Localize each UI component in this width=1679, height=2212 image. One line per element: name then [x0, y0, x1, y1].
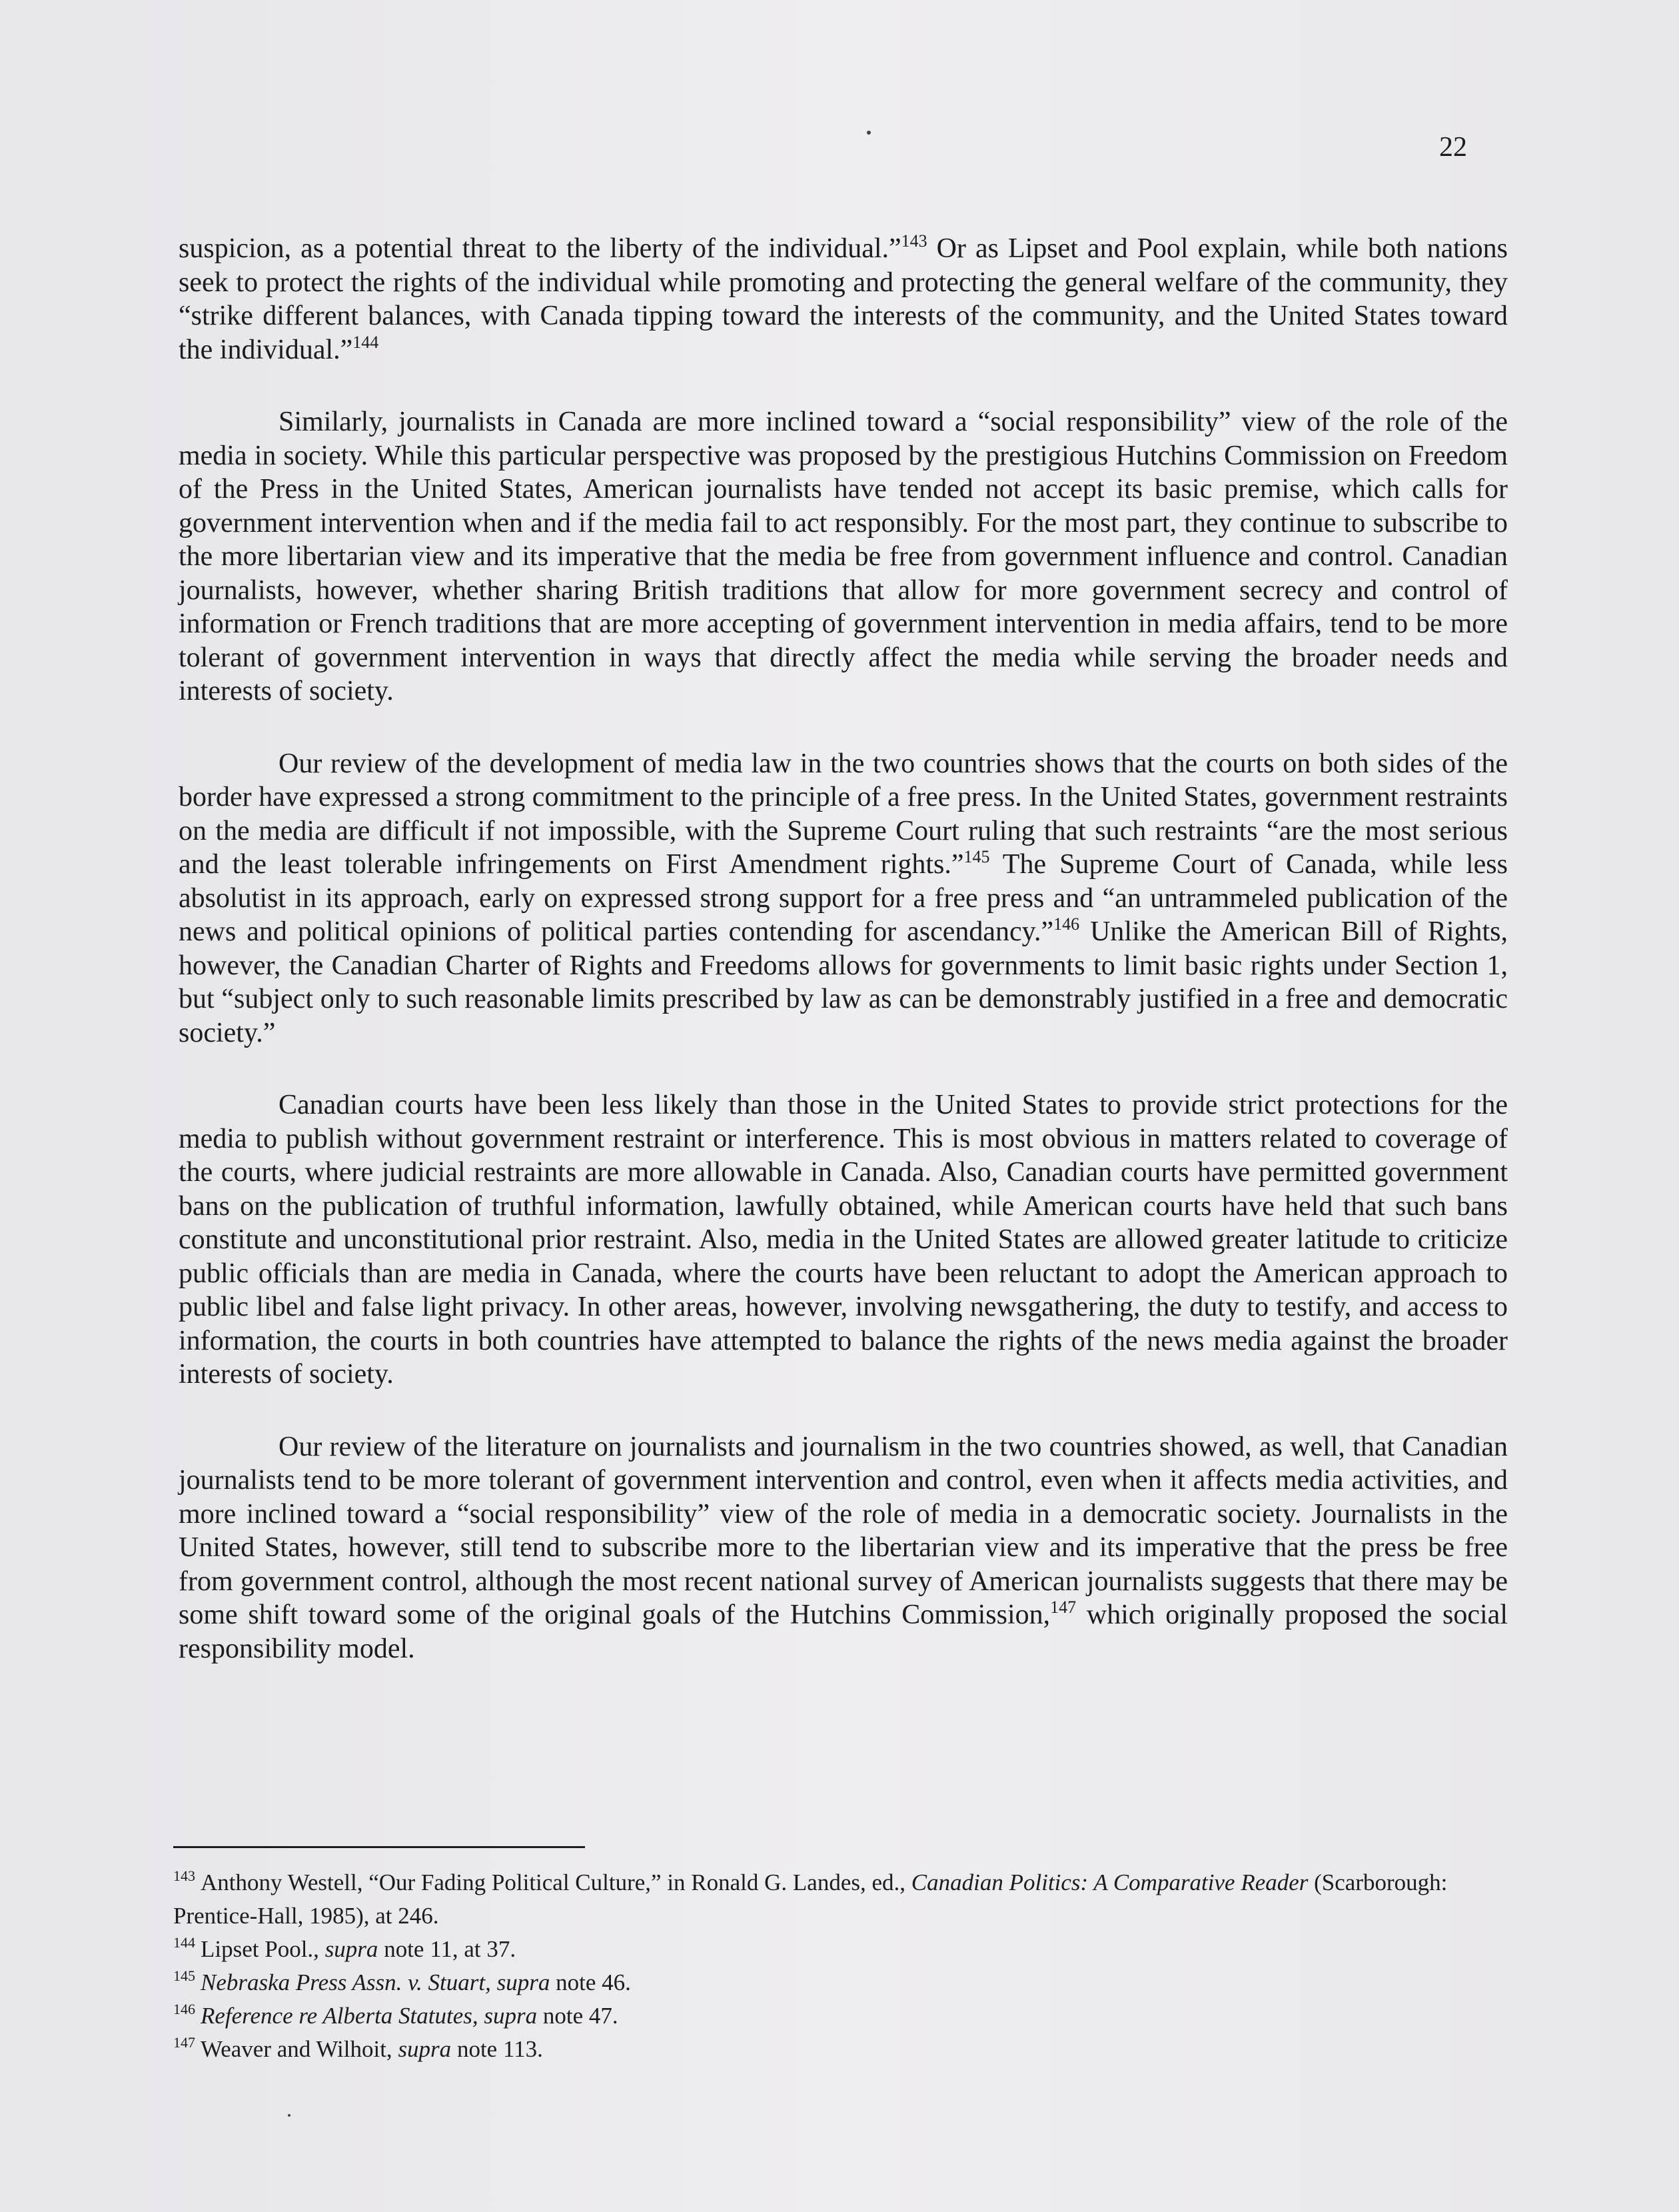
- footnote-reference: 146: [1053, 914, 1080, 934]
- body-text: [179, 232, 1508, 1704]
- text-run: Anthony Westell, “Our Fading Political Culture,” in Ronald G. Landes, ed.,: [201, 1869, 911, 1895]
- paragraph: [179, 747, 1508, 1050]
- text-run: Our review of the literature on journalists and journalism in the two countries showed, as well, that Canadian journalists tend to be more tolerant of government intervention and control, even when it affects media activities, and more inclined toward a “social responsibility” view of the role of media in a democratic society. Journalists in the United States, however, still tend to subscribe more to the libertarian view and its imperative that the press be free from government control, although the most recent national survey of American journalists suggests that there may be some shift toward some of the original goals of the Hutchins Commission,: [179, 1431, 1508, 1630]
- footnote: [173, 1866, 1506, 1933]
- text-run: (Scarborough: Prentice-Hall, 1985), at 246.: [173, 1869, 1448, 1929]
- italic-text: supra: [398, 2036, 452, 2062]
- text-run: note 47.: [537, 2003, 618, 2029]
- text-run: note 46.: [550, 1969, 631, 1995]
- footnote: [173, 1999, 1506, 2033]
- text-run: Unlike the American Bill of Rights, however, the Canadian Charter of Rights and Freedoms allows for governments to limit basic rights under Section 1, but “subject only to such reasonable limits prescribed by law as can be demonstrably justified in a free and democratic society.”: [179, 916, 1508, 1048]
- text-run: note 11, at 37.: [378, 1936, 516, 1962]
- footnote: [173, 1933, 1506, 1966]
- italic-text: supra: [324, 1936, 378, 1962]
- text-run: Similarly, journalists in Canada are more inclined toward a “social responsibility” view of the role of the media in society. While this particular perspective was proposed by the prestigious Hutchins Commission on Freedom of the Press in the United States, American journalists have tended not accept its basic premise, which calls for government intervention when and if the media fail to act responsibly. For the most part, they continue to subscribe to the more libertarian view and its imperative that the media be free from government influence and control. Canadian journalists, however, whether sharing British traditions that allow for more government secrecy and control of information or French traditions that are more accepting of government intervention in media affairs, tend to be more tolerant of government intervention in ways that directly affect the media while serving the broader needs and interests of society.: [179, 407, 1508, 706]
- page-number: 22: [1439, 132, 1467, 163]
- paragraph: [179, 232, 1508, 367]
- text-run: suspicion, as a potential threat to the liberty of the individual.”: [179, 233, 901, 264]
- scan-speck: [867, 131, 871, 135]
- text-run: Weaver and Wilhoit,: [201, 2036, 398, 2062]
- footnotes: [173, 1866, 1506, 2066]
- text-run: which originally proposed the social responsibility model.: [179, 1600, 1508, 1664]
- paragraph: [179, 405, 1508, 708]
- text-run: note 113.: [451, 2036, 543, 2062]
- footnote: [173, 2033, 1506, 2066]
- footnote-number: 147: [173, 2034, 195, 2051]
- text-run: Our review of the development of media law in the two countries shows that the courts on both sides of the border have expressed a strong commitment to the principle of a free press. In the United States, government restraints on the media are difficult if not impossible, with the Supreme Court ruling that such restraints “are the most serious and the least tolerable infringements on First Amendment rights.”: [179, 748, 1508, 880]
- scan-speck: [288, 2114, 290, 2117]
- footnote-separator: [173, 1846, 585, 1848]
- text-run: Or as Lipset and Pool explain, while both nations seek to protect the rights of the individual while promoting and protecting the general welfare of the community, they “strike different balances, with Canada tipping toward the interests of the community, and the United States toward the individual.”: [179, 233, 1508, 365]
- footnote-reference: 144: [352, 332, 379, 352]
- footnote-reference: 145: [963, 847, 990, 866]
- footnote-number: 146: [173, 2001, 195, 2017]
- footnote-number: 143: [173, 1867, 195, 1884]
- italic-text: Nebraska Press Assn. v. Stuart, supra: [201, 1969, 550, 1995]
- footnote-reference: 143: [901, 231, 927, 251]
- italic-text: Canadian Politics: A Comparative Reader: [911, 1869, 1309, 1895]
- text-run: The Supreme Court of Canada, while less absolutist in its approach, early on expressed strong support for a free press and “an untrammeled publication of the news and political opinions of political parties contending for ascendancy.”: [179, 849, 1508, 947]
- paragraph: [179, 1088, 1508, 1392]
- italic-text: Reference re Alberta Statutes, supra: [201, 2003, 538, 2029]
- footnote-reference: 147: [1050, 1598, 1077, 1617]
- footnote-number: 145: [173, 1967, 195, 1984]
- paragraph: [179, 1430, 1508, 1666]
- text-run: Canadian courts have been less likely than those in the United States to provide strict protections for the media to publish without government restraint or interference. This is most obvious in matters related to coverage of the courts, where judicial restraints are more allowable in Canada. Also, Canadian courts have permitted government bans on the publication of truthful information, lawfully obtained, while American courts have held that such bans constitute and unconstitutional prior restraint. Also, media in the United States are allowed greater latitude to criticize public officials than are media in Canada, where the courts have been reluctant to adopt the American approach to public libel and false light privacy. In other areas, however, involving newsgathering, the duty to testify, and access to information, the courts in both countries have attempted to balance the rights of the news media against the broader interests of society.: [179, 1090, 1508, 1390]
- footnote-number: 144: [173, 1934, 195, 1951]
- text-run: Lipset Pool.,: [201, 1936, 325, 1962]
- footnote: [173, 1966, 1506, 1999]
